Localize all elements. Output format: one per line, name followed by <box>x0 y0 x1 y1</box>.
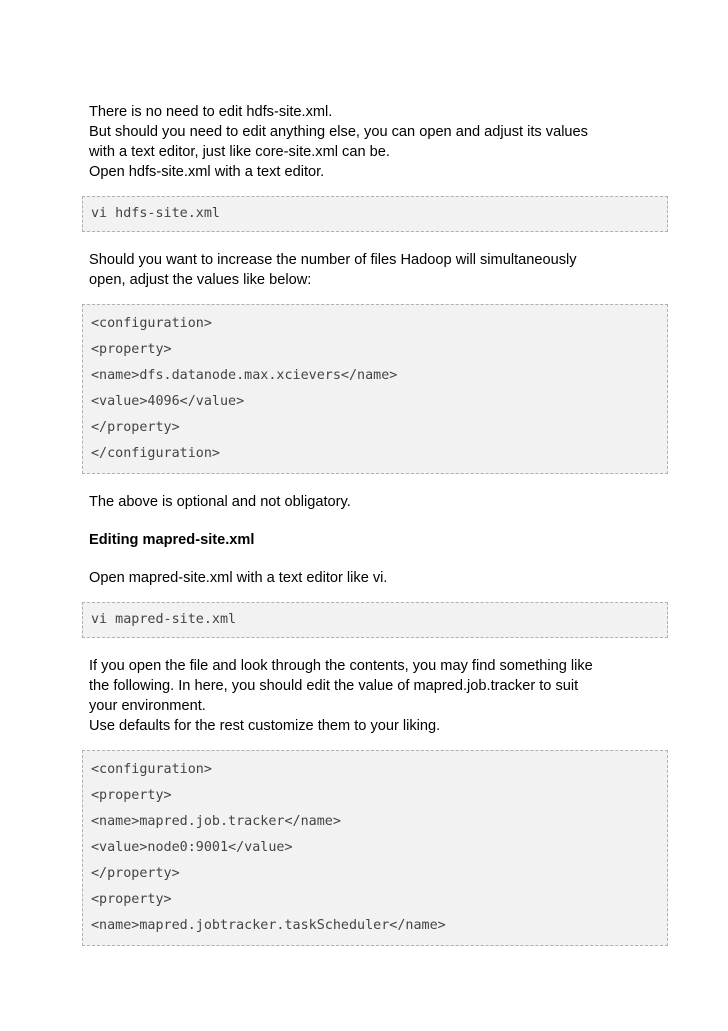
code-line: <configuration> <box>91 762 212 777</box>
text-line: Use defaults for the rest customize them to your liking. <box>89 718 441 734</box>
text-line: There is no need to edit hdfs-site.xml. <box>89 104 333 120</box>
code-line: </property> <box>91 866 180 881</box>
code-line: <configuration> <box>91 316 212 331</box>
code-line: <name>dfs.datanode.max.xcievers</name> <box>91 368 398 383</box>
heading-text: Editing mapred-site.xml <box>89 532 255 548</box>
code-line: <name>mapred.jobtracker.taskScheduler</name> <box>91 918 446 933</box>
text-line: Open hdfs-site.xml with a text editor. <box>89 164 325 180</box>
code-line: <property> <box>91 342 172 357</box>
code-line: <property> <box>91 892 172 907</box>
code-block-hdfs-config <box>82 304 668 474</box>
open-mapred-paragraph <box>89 568 675 588</box>
optional-note-paragraph <box>89 492 675 512</box>
increase-files-paragraph <box>89 250 675 290</box>
text-line: Should you want to increase the number of files Hadoop will simultaneously <box>89 252 577 268</box>
text-line: But should you need to edit anything else, you can open and adjust its values <box>89 124 588 140</box>
text-line: Open mapred-site.xml with a text editor like vi. <box>89 570 388 586</box>
mapred-explanation-paragraph <box>89 656 675 736</box>
text-line: the following. In here, you should edit the value of mapred.job.tracker to suit <box>89 678 579 694</box>
text-line: open, adjust the values like below: <box>89 272 312 288</box>
text-line: your environment. <box>89 698 206 714</box>
document-page <box>89 102 675 946</box>
code-line: </configuration> <box>91 446 220 461</box>
code-block-vi-hdfs <box>82 196 668 232</box>
section-heading <box>89 530 675 550</box>
code-block-mapred-config <box>82 750 668 946</box>
intro-paragraph <box>89 102 675 182</box>
code-line: <property> <box>91 788 172 803</box>
code-line: <name>mapred.job.tracker</name> <box>91 814 341 829</box>
code-line: vi hdfs-site.xml <box>91 206 220 221</box>
text-line: The above is optional and not obligatory. <box>89 494 351 510</box>
code-line: <value>node0:9001</value> <box>91 840 293 855</box>
code-block-vi-mapred <box>82 602 668 638</box>
text-line: with a text editor, just like core-site.xml can be. <box>89 144 390 160</box>
text-line: If you open the file and look through the contents, you may find something like <box>89 658 593 674</box>
code-line: <value>4096</value> <box>91 394 245 409</box>
code-line: vi mapred-site.xml <box>91 612 237 627</box>
code-line: </property> <box>91 420 180 435</box>
